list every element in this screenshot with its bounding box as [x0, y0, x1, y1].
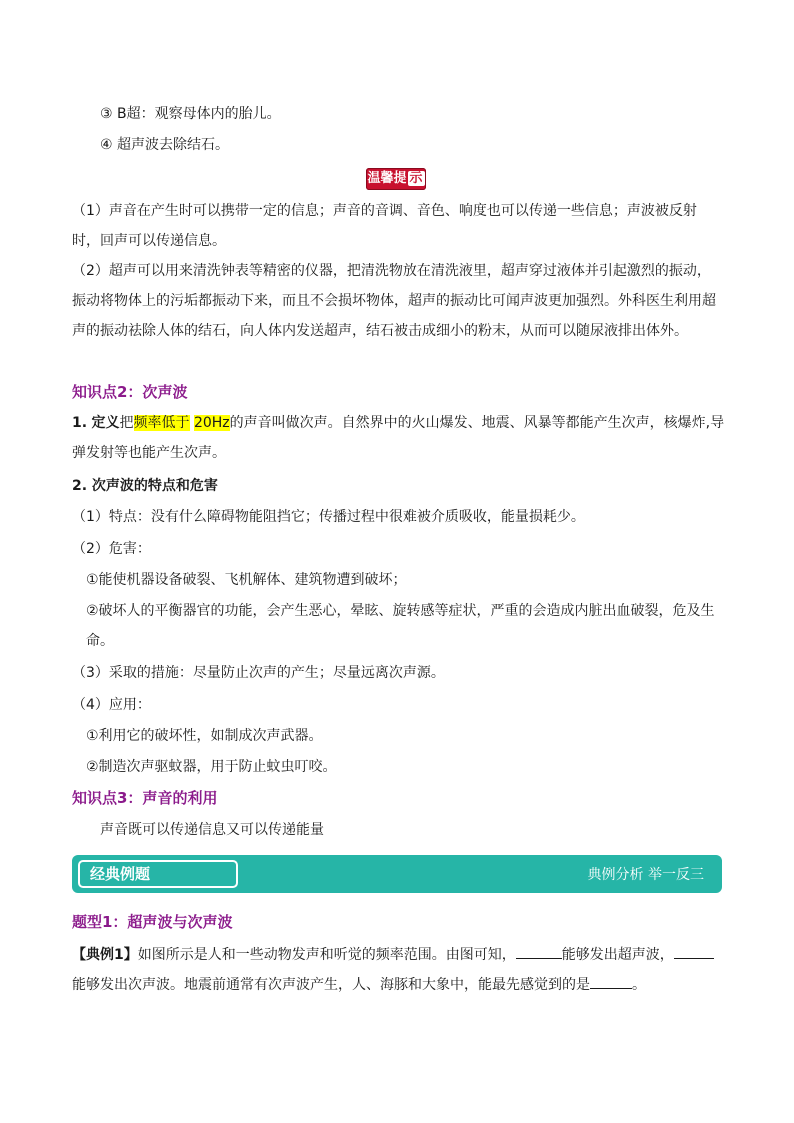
- kp2-p3: （3）采取的措施：尽量防止次声的产生；尽量远离次声源。: [72, 665, 445, 681]
- note-2: （2）超声可以用来清洗钟表等精密的仪器，把清洗物放在清洗液里，超声穿过液体并引起激烈的振动，振动将物体上的污垢都振动下来，而且不会损坏物体，超声的振动比可闻声波更加强烈。外科医生利用超声的振动祛除人体的结石，向人体内发送超声，结石被击成细小的粉末，从而可以随尿液排出体外。: [72, 263, 716, 339]
- banner-tab-label: 经典例题: [78, 860, 238, 888]
- kp2-def-hl2: 20Hz: [193, 415, 230, 431]
- kp2-definition: [72, 413, 725, 433]
- intro-item-4: ④ 超声波去除结石。: [100, 137, 230, 153]
- kp2-def-line2: 弹发射等也能产生次声。: [72, 445, 226, 461]
- kp2-p4: （4）应用：: [72, 697, 151, 713]
- kp3-title: 知识点3：声音的利用: [72, 789, 218, 807]
- kp2-def-label: 定义: [91, 415, 120, 431]
- tip-badge: [366, 168, 426, 190]
- kp2-p1: （1）特点：没有什么障碍物能阻挡它；传播过程中很难被介质吸收，能量损耗少。: [72, 509, 585, 525]
- q1-title: 题型1：超声波与次声波: [72, 913, 233, 931]
- q1-text-2: 能够发出超声波，: [561, 947, 674, 963]
- tip-badge-main: 温馨提: [367, 171, 407, 186]
- tip-badge-last: 示: [409, 171, 423, 186]
- kp2-title: 知识点2：次声波: [72, 383, 188, 401]
- note-1: （1）声音在产生时可以携带一定的信息；声音的音调、音色、响度也可以传递一些信息；声波被反射时，回声可以传递信息。: [72, 203, 697, 249]
- kp3-text: 声音既可以传递信息又可以传递能量: [100, 822, 324, 838]
- kp2-p2a: ①能使机器设备破裂、飞机解体、建筑物遭到破坏；: [86, 572, 407, 588]
- answer-blank-1[interactable]: [516, 944, 562, 959]
- q1-text-3: 能够发出次声波。地震前通常有次声波产生，人、海豚和大象中，能最先感觉到的是: [72, 977, 590, 993]
- kp2-p2: （2）危害：: [72, 541, 151, 557]
- q1-text-1: 如图所示是人和一些动物发声和听觉的频率范围。由图可知，: [137, 947, 516, 963]
- intro-item-3: ③ B超：观察母体内的胎儿。: [100, 106, 281, 122]
- q1-label: 【典例1】: [72, 947, 138, 963]
- kp2-p2b-1: ②破坏人的平衡器官的功能，会产生恶心，晕眩、旋转感等症状，严重的会造成内脏出血破裂，危及生: [86, 603, 715, 619]
- q1-line2: [72, 974, 722, 995]
- q1-text-4: 。: [632, 977, 646, 993]
- kp2-p2b-2: 命。: [86, 633, 114, 649]
- kp2-p4b: ②制造次声驱蚊器，用于防止蚊虫叮咬。: [86, 759, 337, 775]
- q1-line1: [72, 944, 722, 965]
- kp2-sub2: 2. 次声波的特点和危害: [72, 478, 218, 494]
- kp2-def-pre: 把: [119, 415, 134, 431]
- answer-blank-2[interactable]: [674, 944, 714, 959]
- answer-blank-3[interactable]: [590, 974, 632, 989]
- kp2-def-num: 1.: [72, 415, 88, 431]
- kp2-p4a: ①利用它的破坏性，如制成次声武器。: [86, 728, 323, 744]
- classic-examples-banner: [72, 855, 722, 893]
- kp2-def-hl1: 频率低于: [133, 415, 190, 431]
- banner-right-label: 典例分析 举一反三: [587, 867, 704, 883]
- kp2-def-post: 的声音叫做次声。自然界中的火山爆发、地震、风暴等都能产生次声，核爆炸,导: [229, 415, 725, 431]
